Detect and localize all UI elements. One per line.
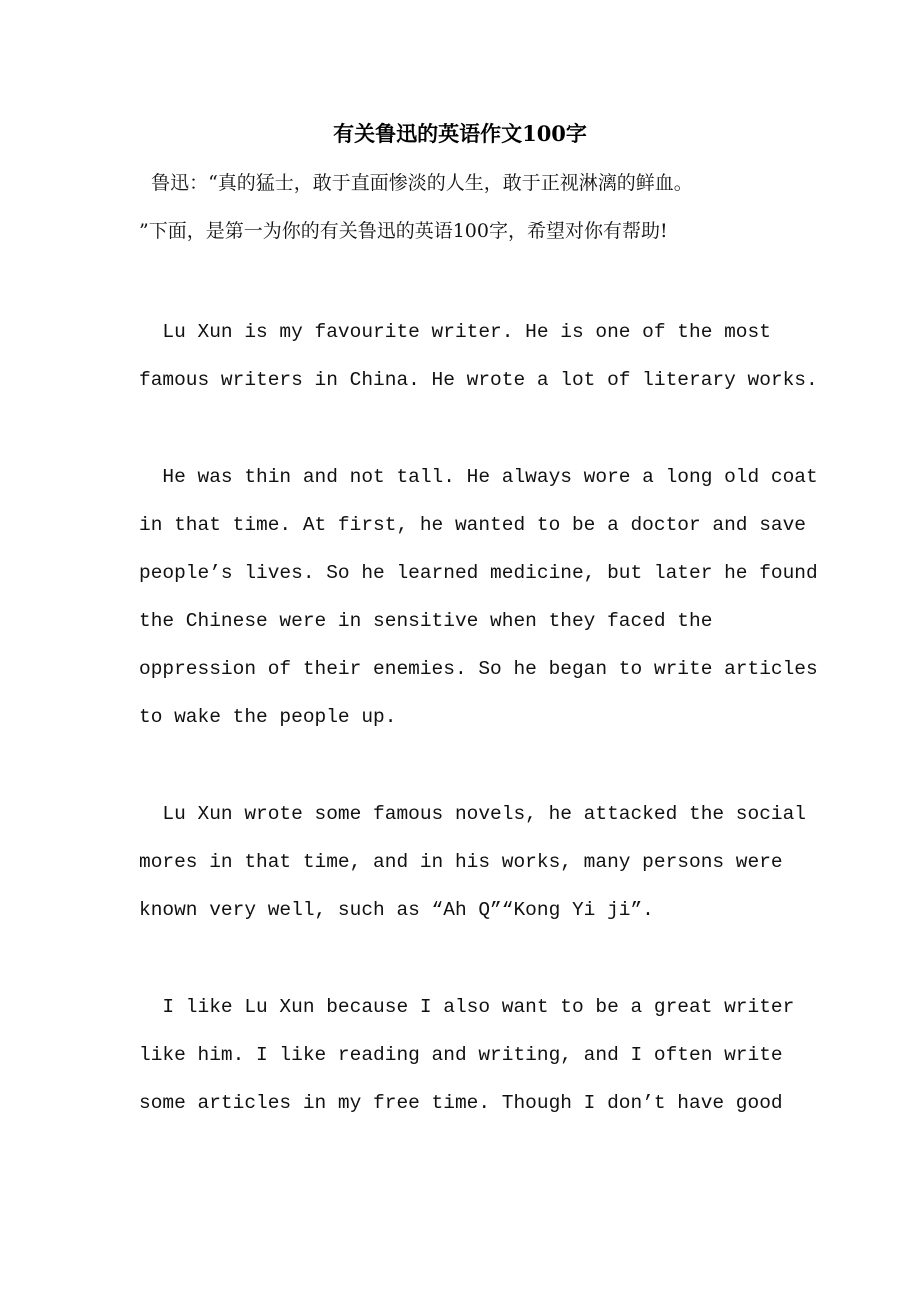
paragraph-line: Lu Xun wrote some famous novels, he attacked the social [139,803,807,825]
paragraph-line: oppression of their enemies. So he began to write articles [139,658,818,680]
paragraph-line: in that time. At first, he wanted to be a doctor and save [139,514,807,536]
paragraph-line: He was thin and not tall. He always wore a long old coat [139,466,818,488]
paragraph-line: I like Lu Xun because I also want to be a great writer [139,996,795,1018]
paragraph-line: Lu Xun is my favourite writer. He is one of the most [139,321,771,343]
paragraph-line: some articles in my free time. Though I don’t have good [139,1092,783,1114]
paragraph-line: people’s lives. So he learned medicine, but later he found [139,562,818,584]
intro-line: 鲁迅：“真的猛士，敢于直面惨淡的人生，敢于正视淋漓的鲜血。 [139,172,693,194]
paragraph-line: to wake the people up. [139,706,397,728]
paragraph-line: known very well, such as “Ah Q”“Kong Yi ji”. [139,899,654,921]
paragraph-line: mores in that time, and in his works, many persons were [139,851,783,873]
paragraph-line: famous writers in China. He wrote a lot of literary works. [139,369,818,391]
paragraph-line: like him. I like reading and writing, and I often write [139,1044,783,1066]
document-title: 有关鲁迅的英语作文100字 [333,121,587,146]
intro-line: ”下面，是第一为你的有关鲁迅的英语100字，希望对你有帮助! [139,220,668,242]
paragraph-line: the Chinese were in sensitive when they faced the [139,610,713,632]
